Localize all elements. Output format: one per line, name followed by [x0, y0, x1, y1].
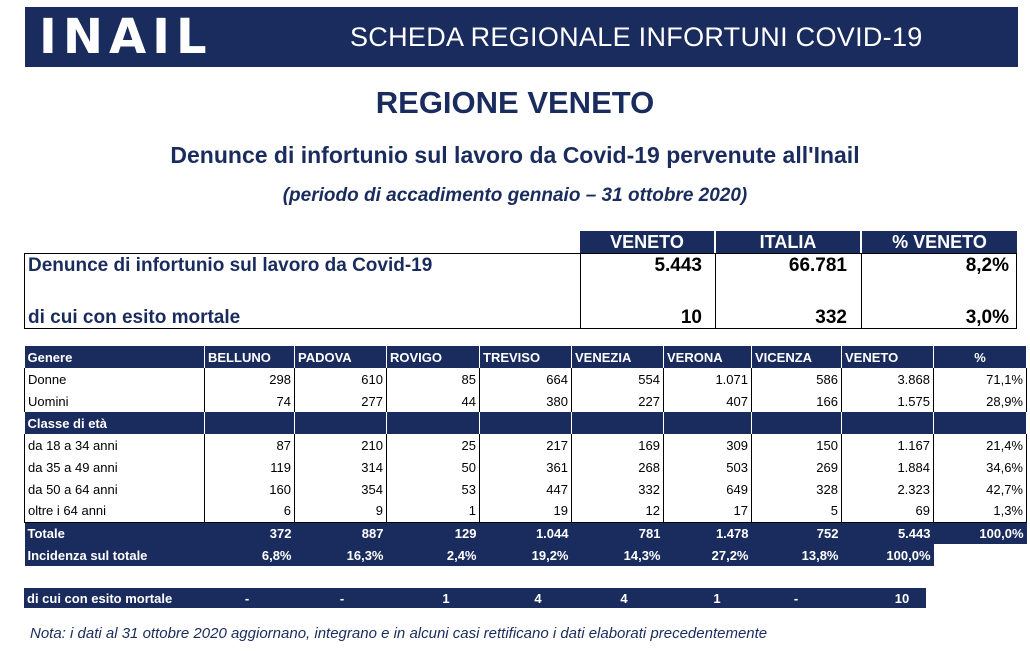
table-cell: 3.868 [842, 368, 934, 390]
table-row [25, 390, 1027, 412]
row-label: da 35 a 49 anni [25, 456, 205, 478]
mortal-row-value: 4 [534, 591, 542, 606]
table-cell: 2,4% [387, 544, 480, 566]
table-cell: 19 [480, 500, 572, 522]
summary-row-label: di cui con esito mortale [28, 307, 241, 328]
table-cell: 1,3% [934, 500, 1027, 522]
table-cell: VENETO [842, 346, 934, 368]
table-row [25, 434, 1027, 456]
summary-divider [861, 253, 862, 329]
table-cell: 44 [387, 390, 480, 412]
table-cell: 447 [480, 478, 572, 500]
summary-header-italia: ITALIA [716, 231, 860, 253]
mortal-row-value: 1 [442, 591, 450, 606]
mortal-row-value: 1 [713, 591, 721, 606]
region-title: REGIONE VENETO [375, 85, 655, 120]
footnote: Nota: i dati al 31 ottobre 2020 aggiornano, integrano e in alcuni casi rettificano i dati elaborati precedentemente [30, 625, 768, 642]
summary-italia-value: 332 [815, 307, 847, 328]
table-cell: 6,8% [205, 544, 295, 566]
summary-divider [715, 253, 716, 329]
header-banner [25, 7, 1018, 67]
row-label: oltre i 64 anni [25, 500, 205, 522]
inail-logo: INAIL [39, 9, 213, 65]
table-cell: 1.071 [664, 368, 752, 390]
summary-header-veneto: VENETO [580, 231, 714, 253]
empty-cell [664, 412, 752, 434]
table-cell: PADOVA [295, 346, 387, 368]
table-cell: 166 [752, 390, 842, 412]
row-label: Donne [25, 368, 205, 390]
table-cell: 50 [387, 456, 480, 478]
row-label: da 18 a 34 anni [25, 434, 205, 456]
summary-italia-value: 66.781 [788, 255, 847, 276]
table-cell: 887 [295, 522, 387, 544]
table-header-row [25, 346, 1027, 368]
table-cell: 361 [480, 456, 572, 478]
report-subtitle: Denunce di infortunio sul lavoro da Covid-19 pervenute all'Inail [170, 142, 860, 168]
table-cell: 25 [387, 434, 480, 456]
summary-veneto-value: 10 [680, 307, 702, 328]
row-label: Incidenza sul totale [25, 544, 205, 566]
table-cell: 5 [752, 500, 842, 522]
empty-cell [934, 412, 1027, 434]
table-cell: 268 [572, 456, 664, 478]
table-row [25, 478, 1027, 500]
summary-header-pct: % VENETO [862, 231, 1017, 253]
table-cell: 407 [664, 390, 752, 412]
table-cell: TREVISO [480, 346, 572, 368]
table-cell: 87 [205, 434, 295, 456]
mortal-row-value: - [339, 591, 345, 606]
table-cell: 298 [205, 368, 295, 390]
table-cell: 27,2% [664, 544, 752, 566]
table-cell: 169 [572, 434, 664, 456]
table-cell: ROVIGO [387, 346, 480, 368]
table-cell: 74 [205, 390, 295, 412]
province-table [24, 346, 1027, 566]
table-cell: 752 [752, 522, 842, 544]
table-cell: 12 [572, 500, 664, 522]
table-cell: 85 [387, 368, 480, 390]
table-cell: 649 [664, 478, 752, 500]
summary-pct-value: 3,0% [965, 307, 1009, 328]
table-cell: 9 [295, 500, 387, 522]
table-cell: 16,3% [295, 544, 387, 566]
table-cell: 6 [205, 500, 295, 522]
empty-cell [572, 412, 664, 434]
mortal-row-value: - [793, 591, 799, 606]
table-cell: 2.323 [842, 478, 934, 500]
summary-divider [580, 253, 581, 329]
mortal-row-value: 10 [894, 591, 910, 606]
table-cell: 277 [295, 390, 387, 412]
table-cell: 554 [572, 368, 664, 390]
table-cell: 227 [572, 390, 664, 412]
table-cell: 13,8% [752, 544, 842, 566]
table-cell: 664 [480, 368, 572, 390]
table-cell: VERONA [664, 346, 752, 368]
table-cell: 129 [387, 522, 480, 544]
table-cell: % [934, 346, 1027, 368]
table-cell: 503 [664, 456, 752, 478]
row-label: da 50 a 64 anni [25, 478, 205, 500]
header-title: SCHEDA REGIONALE INFORTUNI COVID-19 [350, 22, 923, 52]
empty-cell [480, 412, 572, 434]
age-section-label: Classe di età [25, 412, 205, 434]
table-cell: VENEZIA [572, 346, 664, 368]
mortal-row-label: di cui con esito mortale [27, 591, 173, 606]
incidence-row [25, 544, 1027, 566]
table-cell: 14,3% [572, 544, 664, 566]
table-cell: BELLUNO [205, 346, 295, 368]
table-cell: 610 [295, 368, 387, 390]
table-cell: 19,2% [480, 544, 572, 566]
table-cell: 217 [480, 434, 572, 456]
table-cell: 71,1% [934, 368, 1027, 390]
table-cell: 17 [664, 500, 752, 522]
table-cell: 5.443 [842, 522, 934, 544]
summary-row-label: Denunce di infortunio sul lavoro da Covid-19 [28, 255, 433, 276]
summary-veneto-value: 5.443 [654, 255, 702, 276]
table-cell: 586 [752, 368, 842, 390]
period-label: (periodo di accadimento gennaio – 31 ottobre 2020) [282, 185, 748, 206]
table-cell: 1.167 [842, 434, 934, 456]
table-row [25, 522, 1027, 544]
table-cell: 53 [387, 478, 480, 500]
table-cell: 21,4% [934, 434, 1027, 456]
table-cell: 1.884 [842, 456, 934, 478]
table-cell: 309 [664, 434, 752, 456]
table-row [25, 500, 1027, 522]
row-label: Genere [25, 346, 205, 368]
mortal-row-value: - [244, 591, 250, 606]
table-row [25, 368, 1027, 390]
empty-cell [205, 412, 295, 434]
table-cell: 150 [752, 434, 842, 456]
mortal-row [24, 588, 926, 608]
table-cell: 42,7% [934, 478, 1027, 500]
table-cell: 100,0% [842, 544, 934, 566]
summary-pct-value: 8,2% [965, 255, 1009, 276]
table-cell: 372 [205, 522, 295, 544]
age-section-header [25, 412, 1027, 434]
table-cell: 380 [480, 390, 572, 412]
row-label: Totale [25, 522, 205, 544]
table-cell: 160 [205, 478, 295, 500]
table-row [25, 456, 1027, 478]
table-cell: 269 [752, 456, 842, 478]
mortal-row-value: 4 [620, 591, 628, 606]
empty-cell [842, 412, 934, 434]
table-cell: 332 [572, 478, 664, 500]
table-cell: 28,9% [934, 390, 1027, 412]
table-cell: 354 [295, 478, 387, 500]
table-cell: 1.044 [480, 522, 572, 544]
table-cell: 328 [752, 478, 842, 500]
table-cell: 1.575 [842, 390, 934, 412]
table-cell: 314 [295, 456, 387, 478]
row-label: Uomini [25, 390, 205, 412]
table-cell: VICENZA [752, 346, 842, 368]
table-cell: 1.478 [664, 522, 752, 544]
table-cell: 210 [295, 434, 387, 456]
table-cell: 119 [205, 456, 295, 478]
empty-cell [934, 544, 1027, 566]
table-cell: 69 [842, 500, 934, 522]
table-cell: 1 [387, 500, 480, 522]
empty-cell [295, 412, 387, 434]
empty-cell [752, 412, 842, 434]
table-cell: 781 [572, 522, 664, 544]
empty-cell [387, 412, 480, 434]
table-cell: 100,0% [934, 522, 1027, 544]
table-cell: 34,6% [934, 456, 1027, 478]
